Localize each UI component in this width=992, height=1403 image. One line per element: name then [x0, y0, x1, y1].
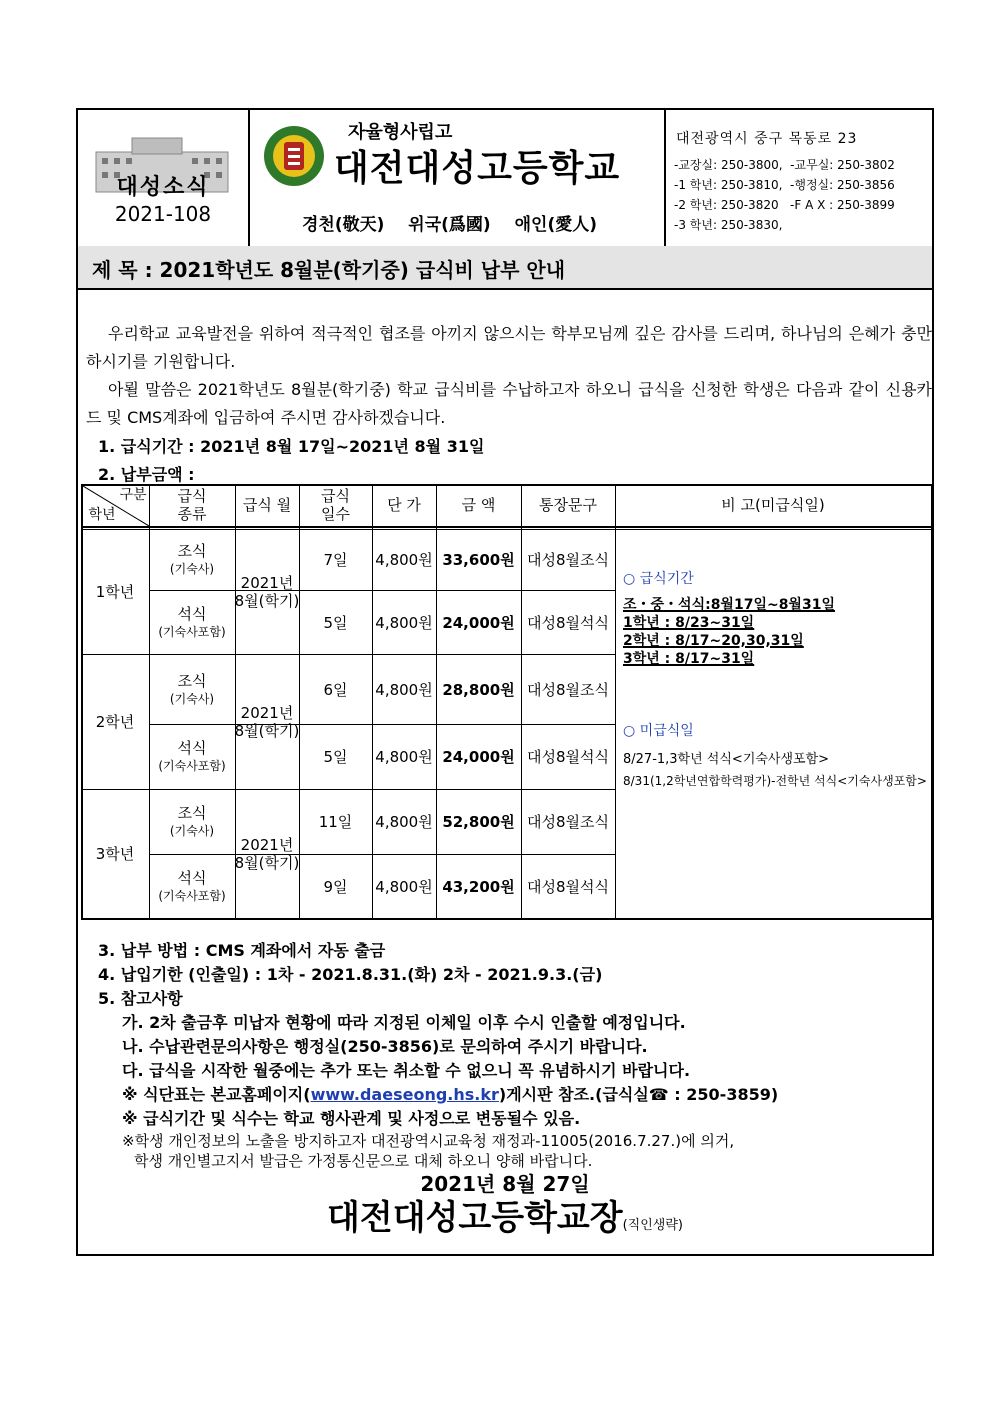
subject-title: 제 목 : 2021학년도 8월분(학기중) 급식비 납부 안내 [92, 258, 566, 282]
header-bank-memo: 통장문구 [539, 496, 597, 514]
meal-days: 9일 [323, 877, 348, 896]
note-da: 다. 급식을 시작한 월중에는 추가 또는 취소할 수 없으니 꼭 유념하시기 바랍니다. [122, 1061, 691, 1080]
unit-price: 4,800원 [375, 813, 433, 831]
newsletter-number: 2021-108 [114, 202, 212, 226]
note-menu-post: )게시판 참조.(급식실☎ : 250-3859) [498, 1085, 779, 1104]
signer-name: 대전대성고등학교장 [327, 1198, 623, 1238]
grade-label: 3학년 [95, 845, 135, 863]
bank-memo: 대성8월조식 [527, 813, 609, 831]
intro-paragraph-2: 아뢸 말씀은 2021학년도 8월분(학기중) 학교 급식비를 수납하고자 하오니 급식을 신청한 학생은 다음과 같이 신용카드 및 CMS계좌에 입금하여 주시면 감사하겠습니다. [86, 380, 932, 427]
remark-nomeal-line: 8/27-1,3학년 석식<기숙사생포함> [623, 752, 830, 767]
amount: 28,800원 [442, 680, 515, 699]
payment-deadline-item: 4. 납입기한 (인출일) : 1차 - 2021.8.31.(화) 2차 - 2021.9.3.(금) [98, 965, 603, 984]
header-category: 구분 [119, 487, 147, 503]
issue-date: 2021년 8월 27일 [420, 1172, 590, 1196]
meal-month: 2021년 8월(학기) [234, 704, 300, 740]
header-amount: 금 액 [461, 496, 496, 514]
meal-type-name: 조식 [177, 671, 207, 690]
document-frame [76, 108, 934, 1256]
header-meal-type: 급식 종류 [177, 487, 207, 523]
remark-nomeal-title: ○ 미급식일 [623, 723, 694, 739]
header-grade: 학년 [88, 507, 116, 523]
letterhead [78, 110, 932, 248]
meal-days: 7일 [323, 551, 348, 569]
signature-block [78, 1190, 932, 1239]
amount: 33,600원 [442, 551, 515, 569]
bank-memo: 대성8월석식 [527, 613, 609, 632]
payment-amount-item: 2. 납부금액 : [98, 465, 195, 484]
amount: 43,200원 [442, 877, 515, 896]
meal-type-sub: (기숙사) [169, 824, 215, 838]
unit-price: 4,800원 [375, 680, 433, 699]
header-meal-month: 급식 월 [242, 496, 292, 514]
remark-period-line: 조・중・석식:8월17일~8월31일 [623, 597, 835, 613]
school-motto: 경천(敬天) 위국(爲國) 애인(愛人) [302, 215, 597, 235]
note-ga: 가. 2차 출금후 미납자 현황에 따라 지정된 이체일 이후 수시 인출할 예정입니다. [122, 1013, 686, 1032]
meal-month: 2021년 8월(학기) [234, 836, 300, 872]
meal-type-sub: (기숙사) [169, 691, 215, 706]
remark-period-line: 1학년 : 8/23~31일 [623, 615, 755, 631]
bank-memo: 대성8월석식 [527, 877, 609, 896]
note-menu [122, 1082, 778, 1105]
amount: 24,000원 [442, 613, 515, 632]
note-privacy-1: ※학생 개인정보의 노출을 방지하고자 대전광역시교육청 재정과-11005(2016.7.27.)에 의거, [122, 1132, 735, 1150]
header-meal-days: 급식 일수 [321, 487, 350, 523]
meal-type [149, 530, 235, 590]
amount: 24,000원 [442, 748, 515, 766]
meal-type [149, 725, 235, 789]
meal-type-sub: (기숙사포함) [158, 759, 226, 773]
subject-bar [78, 246, 932, 290]
remark-period-title: ○ 급식기간 [623, 571, 694, 587]
payment-table [81, 484, 933, 920]
meal-type-sub: (기숙사포함) [158, 888, 226, 903]
school-emblem-icon [262, 124, 326, 188]
intro-paragraph-1: 우리학교 교육발전을 위하여 적극적인 협조를 아끼지 않으시는 학부모님께 깊은 감사를 드리며, 하나님의 은혜가 충만하시기를 기원합니다. [86, 324, 932, 371]
note-privacy-2: 학생 개인별고지서 발급은 가정통신문으로 대체 하오니 양해 바랍니다. [134, 1152, 593, 1170]
bank-memo: 대성8월조식 [527, 551, 609, 569]
newsletter-title: 대성소식 [116, 175, 210, 200]
note-na: 나. 수납관련문의사항은 행정실(250-3856)로 문의하여 주시기 바랍니다. [122, 1037, 648, 1056]
meal-month: 2021년 8월(학기) [234, 574, 300, 610]
school-address: 대전광역시 중구 목동로 23 [676, 131, 858, 147]
phone-line: -3 학년: 250-3830, [674, 218, 783, 232]
meal-type-sub: (기숙사포함) [158, 624, 226, 639]
notes-heading: 5. 참고사항 [98, 989, 183, 1008]
note-menu-pre: ※ 식단표는 본교홈페이지( [122, 1085, 311, 1104]
meal-days: 5일 [323, 613, 348, 632]
remark-period-line: 3학년 : 8/17~31일 [623, 651, 755, 667]
meal-days: 6일 [323, 680, 348, 699]
header-remark: 비 고(미급식일) [721, 496, 825, 514]
meal-period-item: 1. 급식기간 : 2021년 8월 17일~2021년 8월 31일 [98, 437, 485, 456]
bank-memo: 대성8월석식 [527, 748, 609, 766]
meal-type [149, 855, 235, 918]
newsletter-box [78, 110, 250, 246]
unit-price: 4,800원 [375, 551, 433, 569]
meal-type-name: 석식 [177, 868, 207, 887]
meal-type-name: 석식 [177, 739, 207, 757]
note-change: ※ 급식기간 및 식수는 학교 행사관계 및 사정으로 변동될수 있음. [122, 1109, 581, 1128]
meal-days: 5일 [323, 748, 348, 766]
header-unit-price: 단 가 [387, 496, 421, 514]
school-type: 자율형사립고 [348, 122, 453, 143]
unit-price: 4,800원 [375, 877, 433, 896]
unit-price: 4,800원 [375, 748, 433, 766]
remark-nomeal-line: 8/31(1,2학년연합학력평가)-전학년 석식<기숙사생포함> [623, 774, 927, 788]
school-identity [250, 110, 666, 246]
meal-type-name: 조식 [177, 542, 207, 560]
phone-line: -2 학년: 250-3820 -F A X : 250-3899 [674, 198, 895, 212]
grade-label: 1학년 [95, 583, 135, 601]
meal-type [149, 790, 235, 854]
meal-type [149, 591, 235, 654]
grade-label: 2학년 [95, 713, 135, 731]
unit-price: 4,800원 [375, 613, 433, 632]
amount: 52,800원 [442, 813, 515, 831]
phone-line: -교장실: 250-3800, -교무실: 250-3802 [674, 158, 895, 172]
meal-type-name: 석식 [177, 604, 207, 623]
contact-info [666, 110, 932, 246]
seal-omitted-note: (직인생략) [622, 1218, 683, 1233]
meal-days: 11일 [318, 813, 353, 831]
payment-method-item: 3. 납부 방법 : CMS 계좌에서 자동 출금 [98, 941, 386, 960]
school-name: 대전대성고등학교 [334, 148, 621, 189]
remark-period-line: 2학년 : 8/17~20,30,31일 [623, 633, 804, 649]
homepage-link[interactable]: www.daeseong.hs.kr [310, 1085, 499, 1104]
bank-memo: 대성8월조식 [527, 680, 609, 699]
meal-type [149, 655, 235, 724]
meal-type-sub: (기숙사) [169, 562, 215, 576]
meal-type-name: 조식 [177, 804, 207, 822]
phone-line: -1 학년: 250-3810, -행정실: 250-3856 [674, 178, 895, 192]
